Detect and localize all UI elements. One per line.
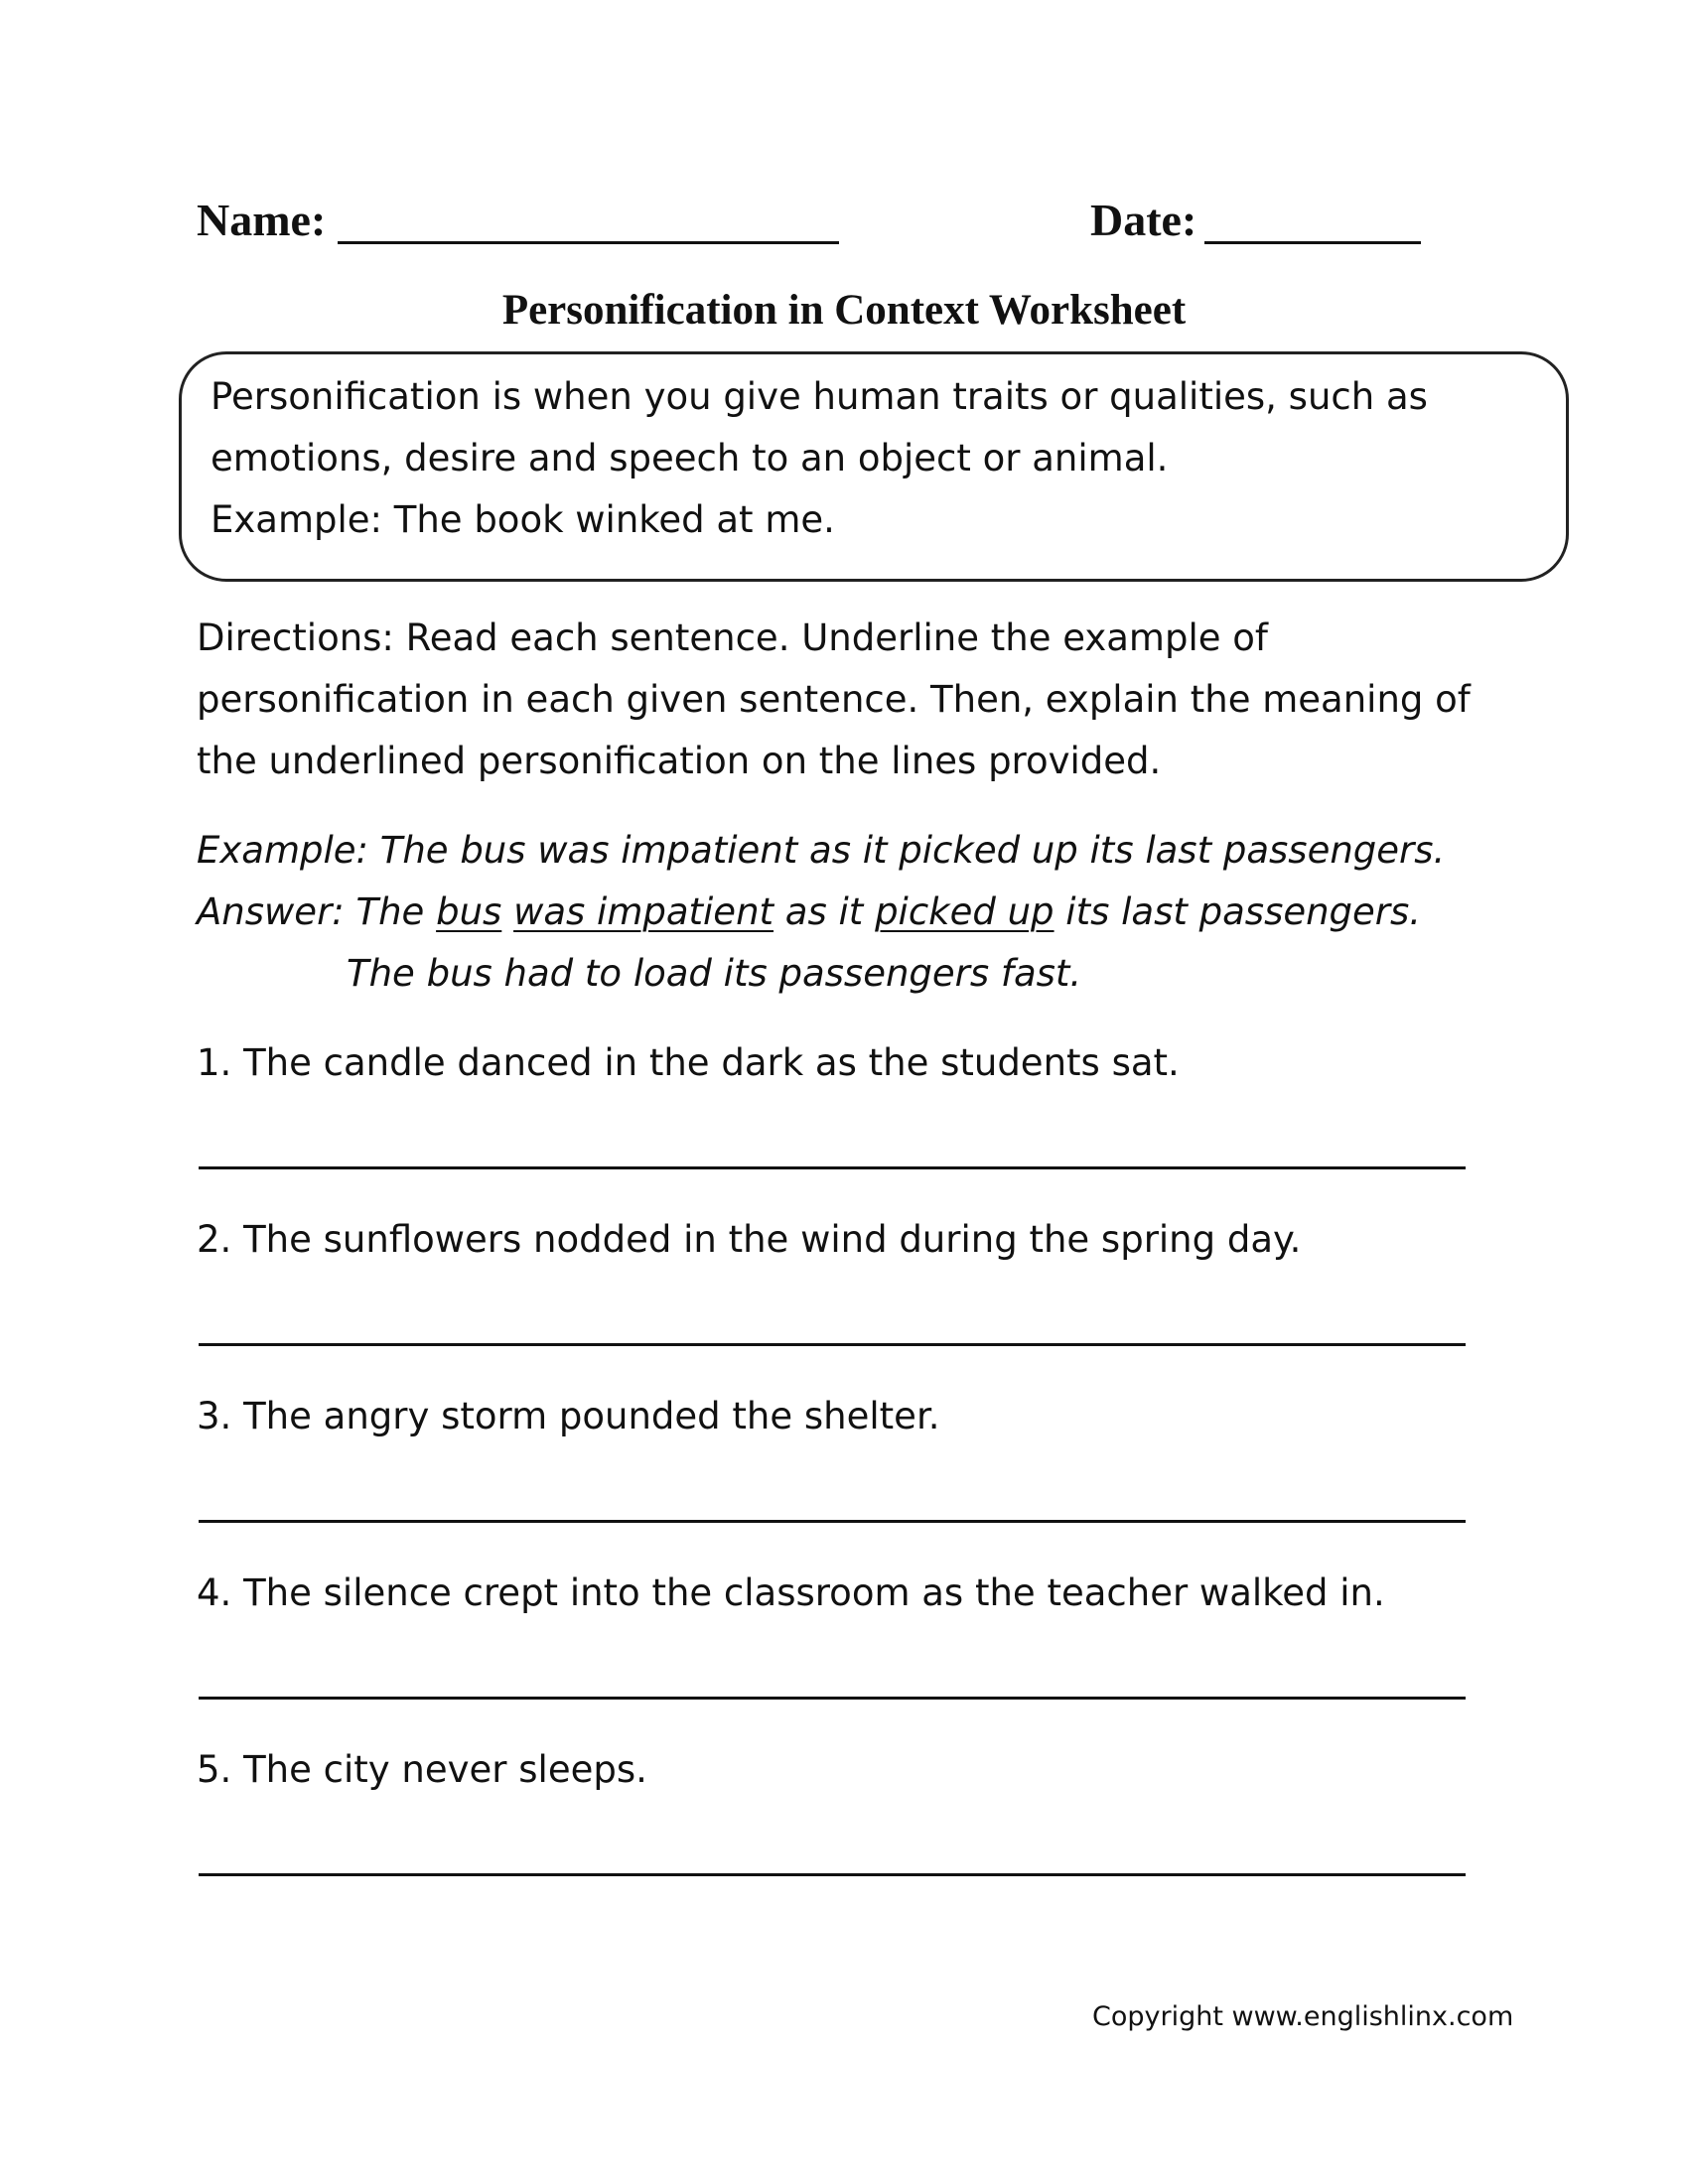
question-4: 4. The silence crept into the classroom as the teacher walked in. — [197, 1571, 1385, 1614]
question-1: 1. The candle danced in the dark as the students sat. — [197, 1041, 1180, 1084]
underlined-trait: was impatient — [513, 890, 774, 933]
name-label: Name: — [197, 195, 327, 245]
copyright-notice: Copyright www.englishlinx.com — [1092, 2001, 1514, 2032]
example-answer — [197, 892, 1421, 932]
directions-line: the underlined personification on the lines provided. — [197, 740, 1162, 782]
example-sentence: Example: The bus was impatient as it picked up its last passengers. — [197, 829, 1446, 872]
name-blank-line[interactable] — [338, 241, 839, 244]
question-2: 2. The sunflowers nodded in the wind during the spring day. — [197, 1218, 1302, 1261]
answer-line-1[interactable] — [199, 1166, 1466, 1169]
definition-line: Personification is when you give human traits or qualities, such as — [211, 375, 1428, 418]
date-blank-line[interactable] — [1204, 241, 1421, 244]
directions-line: Directions: Read each sentence. Underline the example of — [197, 616, 1268, 659]
definition-line: Example: The book winked at me. — [211, 498, 835, 541]
answer-line-4[interactable] — [199, 1697, 1466, 1700]
directions-line: personification in each given sentence. Then, explain the meaning of — [197, 678, 1471, 721]
question-5: 5. The city never sleeps. — [197, 1748, 647, 1791]
answer-suffix: its last passengers. — [1054, 890, 1422, 933]
underlined-subject: bus — [436, 890, 502, 933]
worksheet-title: Personification in Context Worksheet — [501, 287, 1187, 334]
question-3: 3. The angry storm pounded the shelter. — [197, 1395, 940, 1437]
answer-prefix: Answer: The — [197, 890, 437, 933]
definition-line: emotions, desire and speech to an object or animal. — [211, 437, 1169, 479]
answer-line-2[interactable] — [199, 1343, 1466, 1346]
answer-line-5[interactable] — [199, 1873, 1466, 1876]
answer-middle: as it — [774, 890, 876, 933]
answer-line-3[interactable] — [199, 1520, 1466, 1523]
example-explanation: The bus had to load its passengers fast. — [347, 952, 1082, 995]
date-label: Date: — [1090, 195, 1197, 245]
underlined-action: picked up — [875, 890, 1055, 933]
header-row — [0, 194, 1688, 253]
